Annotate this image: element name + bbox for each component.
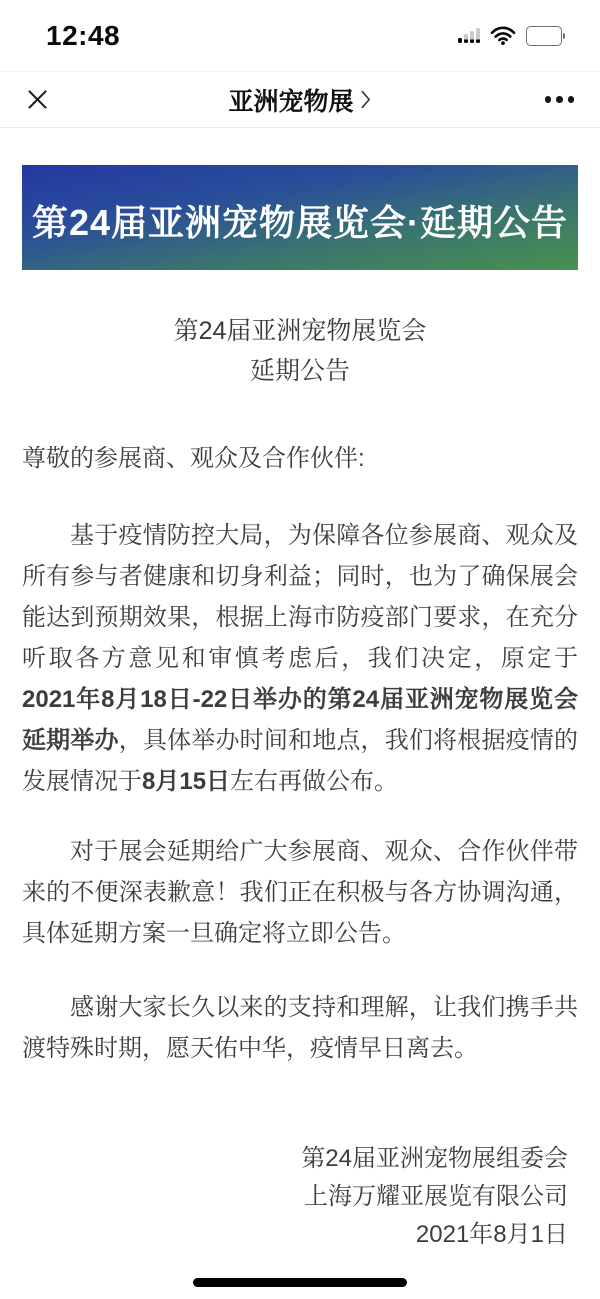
paragraph-1-end: 左右再做公布。 xyxy=(230,768,399,795)
paragraph-2: 对于展会延期给广大参展商、观众、合作伙伴带来的不便深表歉意！我们正在积极与各方协调沟通，具体延期方案一旦确定将立即公告。 xyxy=(22,838,578,947)
signature-block xyxy=(22,1140,578,1254)
signature-organizer: 第24届亚洲宠物展组委会 xyxy=(301,1145,568,1172)
article-title-line2: 延期公告 xyxy=(249,357,350,385)
article-title xyxy=(22,311,578,391)
signature-company: 上海万耀亚展览有限公司 xyxy=(304,1183,568,1210)
status-icons xyxy=(458,26,566,46)
page-title-text: 亚洲宠物展 xyxy=(228,87,354,116)
paragraph-1-mid: ，具体举办时间和地点，我们将根据疫情的发展情况于 xyxy=(22,727,579,795)
status-bar xyxy=(0,0,600,71)
battery-icon xyxy=(526,26,566,46)
page-title[interactable] xyxy=(228,82,371,118)
cellular-signal-icon xyxy=(458,28,480,43)
chevron-right-icon xyxy=(361,90,372,109)
nav-bar xyxy=(0,71,600,128)
article-content xyxy=(0,311,600,1254)
paragraph-3: 感谢大家长久以来的支持和理解，让我们携手共渡特殊时期，愿天佑中华，疫情早日离去。 xyxy=(22,994,578,1062)
more-menu-button[interactable] xyxy=(545,90,575,109)
wifi-icon xyxy=(490,26,516,45)
paragraph-1-text: 基于疫情防控大局，为保障各位参展商、观众及所有参与者健康和切身利益；同时，也为了确保展会能达到预期效果，根据上海市防疫部门要求，在充分听取各方意见和审慎考虑后，我们决定，原定于 xyxy=(22,522,578,672)
close-icon[interactable] xyxy=(26,88,49,111)
paragraph-1 xyxy=(22,515,578,802)
home-indicator[interactable] xyxy=(193,1278,407,1287)
signature-date: 2021年8月1日 xyxy=(415,1221,568,1248)
status-time: 12:48 xyxy=(46,19,121,51)
salutation: 尊敬的参展商、观众及合作伙伴: xyxy=(22,445,365,472)
article-title-line1: 第24届亚洲宠物展览会 xyxy=(173,317,427,345)
banner-title: 第24届亚洲宠物展览会·延期公告 xyxy=(31,202,569,243)
announcement-banner xyxy=(22,165,578,270)
paragraph-1-bold-dates: 2021年8月18日-22日举办的第24届亚洲宠物展览会延期举办 xyxy=(22,686,578,754)
paragraph-1-bold-date2: 8月15日 xyxy=(142,768,231,795)
banner-wrap xyxy=(0,128,600,270)
